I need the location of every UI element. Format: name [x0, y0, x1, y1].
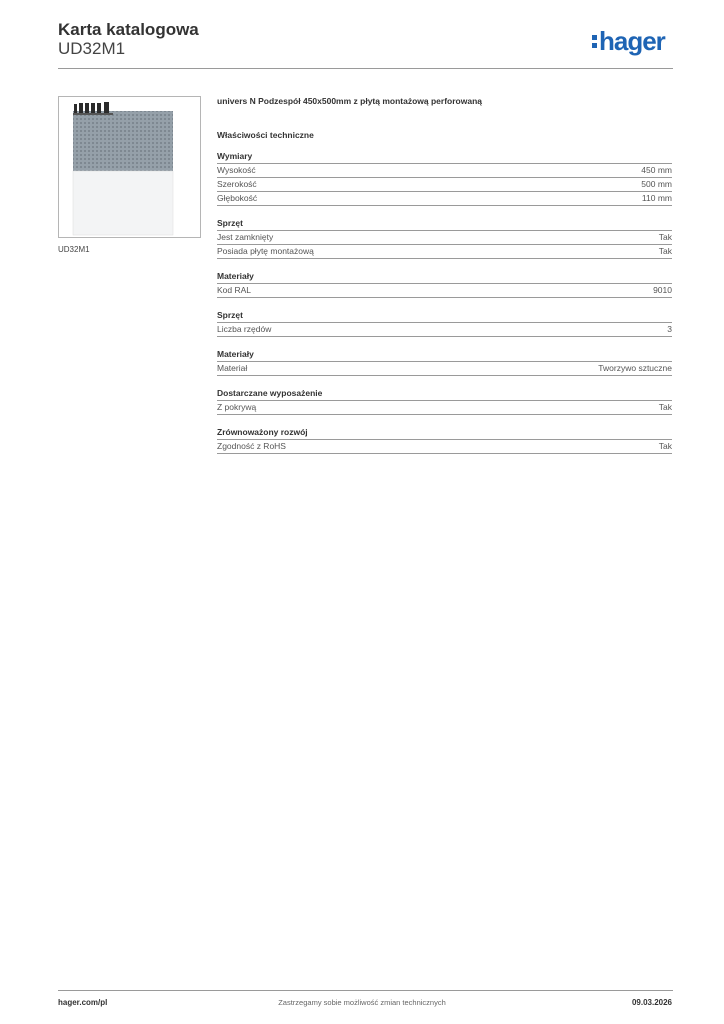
spec-row [217, 178, 672, 192]
section-heading: Właściwości techniczne [217, 130, 314, 140]
spec-value: 450 mm [641, 165, 672, 175]
header-divider [58, 68, 673, 69]
spec-row [217, 245, 672, 259]
spec-row [217, 164, 672, 178]
spec-group [217, 151, 672, 206]
spec-value: 500 mm [641, 179, 672, 189]
spec-group [217, 271, 672, 298]
panel-illustration [59, 97, 200, 237]
spec-group-heading: Materiały [217, 349, 672, 362]
spec-label: Liczba rzędów [217, 324, 272, 334]
spec-group-heading: Sprzęt [217, 218, 672, 231]
spec-group-heading: Zrównoważony rozwój [217, 427, 672, 440]
spec-row [217, 401, 672, 415]
spec-value: 9010 [653, 285, 672, 295]
logo-text: hager [599, 26, 665, 56]
spec-label: Zgodność z RoHS [217, 441, 286, 451]
logo-dots-icon [592, 35, 597, 48]
spec-row [217, 440, 672, 454]
spec-content [217, 96, 672, 454]
spec-label: Jest zamknięty [217, 232, 274, 242]
spec-group-heading: Sprzęt [217, 310, 672, 323]
spec-group [217, 388, 672, 415]
spec-label: Posiada płytę montażową [217, 246, 314, 256]
product-code: UD32M1 [58, 39, 126, 58]
spec-group-heading: Materiały [217, 271, 672, 284]
spec-label: Szerokość [217, 179, 257, 189]
spec-group [217, 349, 672, 376]
spec-row [217, 323, 672, 337]
spec-row [217, 362, 672, 376]
spec-group [217, 310, 672, 337]
footer-website-link[interactable]: hager.com/pl [58, 998, 108, 1007]
hager-logo[interactable] [592, 28, 665, 54]
product-title: univers N Podzespół 450x500mm z płytą montażową perforowaną [217, 96, 482, 106]
spec-value: Tak [658, 402, 672, 412]
spec-group-heading: Dostarczane wyposażenie [217, 388, 672, 401]
spec-label: Materiał [217, 363, 248, 373]
footer-date: 09.03.2026 [631, 998, 672, 1007]
spec-group [217, 218, 672, 259]
spec-row [217, 231, 672, 245]
spec-row [217, 192, 672, 206]
spec-value: Tak [658, 441, 672, 451]
spec-value: 3 [667, 324, 672, 334]
spec-group [217, 427, 672, 454]
spec-value: Tak [658, 232, 672, 242]
footer-disclaimer: Zastrzegamy sobie możliwość zmian technicznych [278, 998, 446, 1007]
spec-value: Tworzywo sztuczne [598, 363, 672, 373]
spec-label: Wysokość [217, 165, 256, 175]
document-title: Karta katalogowa [58, 20, 199, 39]
spec-value: Tak [658, 246, 672, 256]
spec-groups [217, 151, 672, 454]
spec-group-heading: Wymiary [217, 151, 672, 164]
spec-label: Głębokość [217, 193, 258, 203]
spec-value: 110 mm [641, 193, 672, 203]
spec-label: Z pokrywą [217, 402, 257, 412]
footer-divider [58, 990, 673, 991]
image-caption: UD32M1 [58, 245, 90, 254]
product-image [58, 96, 201, 238]
spec-row [217, 284, 672, 298]
spec-label: Kod RAL [217, 285, 252, 295]
